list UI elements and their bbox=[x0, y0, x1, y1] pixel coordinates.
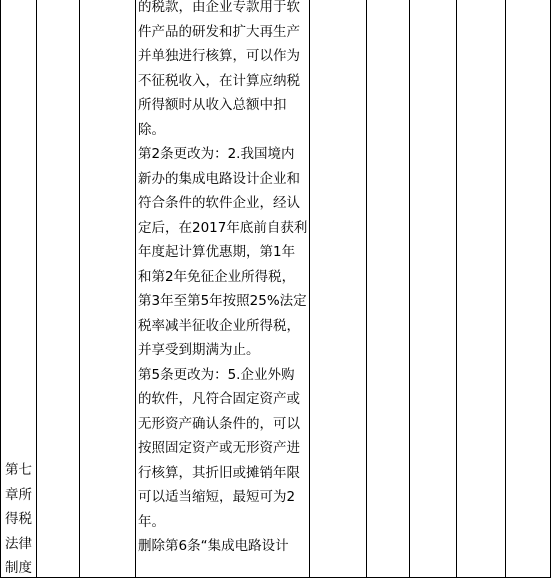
content-line: 年度起计算优惠期，第1年 bbox=[138, 244, 296, 260]
column-divider bbox=[366, 0, 367, 578]
content-line: 定后，在2017年底前自获利 bbox=[138, 219, 308, 236]
table-border-left bbox=[0, 0, 1, 578]
content-line: 符合条件的软件企业，经认 bbox=[138, 195, 300, 211]
column-divider bbox=[79, 0, 80, 578]
content-line: 第2条更改为：2.我国境内 bbox=[138, 146, 295, 162]
table-border-right bbox=[550, 0, 551, 578]
content-line: 税率减半征收企业所得税， bbox=[138, 317, 300, 334]
content-line: 不征税收入，在计算应纳税 bbox=[138, 72, 300, 89]
column-divider bbox=[505, 0, 506, 578]
column-divider bbox=[409, 0, 410, 578]
content-line: 的软件，凡符合固定资产或 bbox=[138, 391, 300, 407]
content-line: 并享受到期满为止。 bbox=[138, 342, 260, 358]
content-line: 件产品的研发和扩大再生产 bbox=[138, 23, 300, 40]
chapter-line: 制度 bbox=[5, 560, 32, 576]
content-line: 删除第6条“集成电路设计 bbox=[138, 538, 289, 554]
chapter-line: 章所 bbox=[5, 486, 32, 503]
content-line: 第3年至第5年按照25%法定 bbox=[138, 293, 307, 309]
content-line: 可以适当缩短，最短可为2 bbox=[138, 489, 296, 505]
content-line: 和第2年免征企业所得税， bbox=[138, 268, 296, 285]
chapter-line: 第七 bbox=[5, 462, 32, 478]
content-cell bbox=[138, 0, 310, 559]
content-line: 并单独进行核算，可以作为 bbox=[138, 48, 300, 64]
content-line: 年。 bbox=[138, 513, 165, 530]
chapter-line: 法律 bbox=[5, 535, 32, 552]
chapter-line: 得税 bbox=[5, 511, 32, 527]
content-line: 无形资产确认条件的，可以 bbox=[138, 415, 300, 432]
content-line: 新办的集成电路设计企业和 bbox=[138, 170, 300, 187]
content-line: 除。 bbox=[138, 121, 165, 138]
content-line: 按照固定资产或无形资产进 bbox=[138, 440, 300, 456]
content-line: 第5条更改为：5.企业外购 bbox=[138, 366, 295, 383]
content-line: 行核算，其折旧或摊销年限 bbox=[138, 464, 300, 481]
content-line: 所得额时从收入总额中扣 bbox=[138, 97, 287, 113]
content-line: 的税款，由企业专款用于软 bbox=[138, 0, 300, 15]
column-divider bbox=[135, 0, 136, 578]
column-divider bbox=[456, 0, 457, 578]
chapter-cell bbox=[5, 458, 37, 581]
